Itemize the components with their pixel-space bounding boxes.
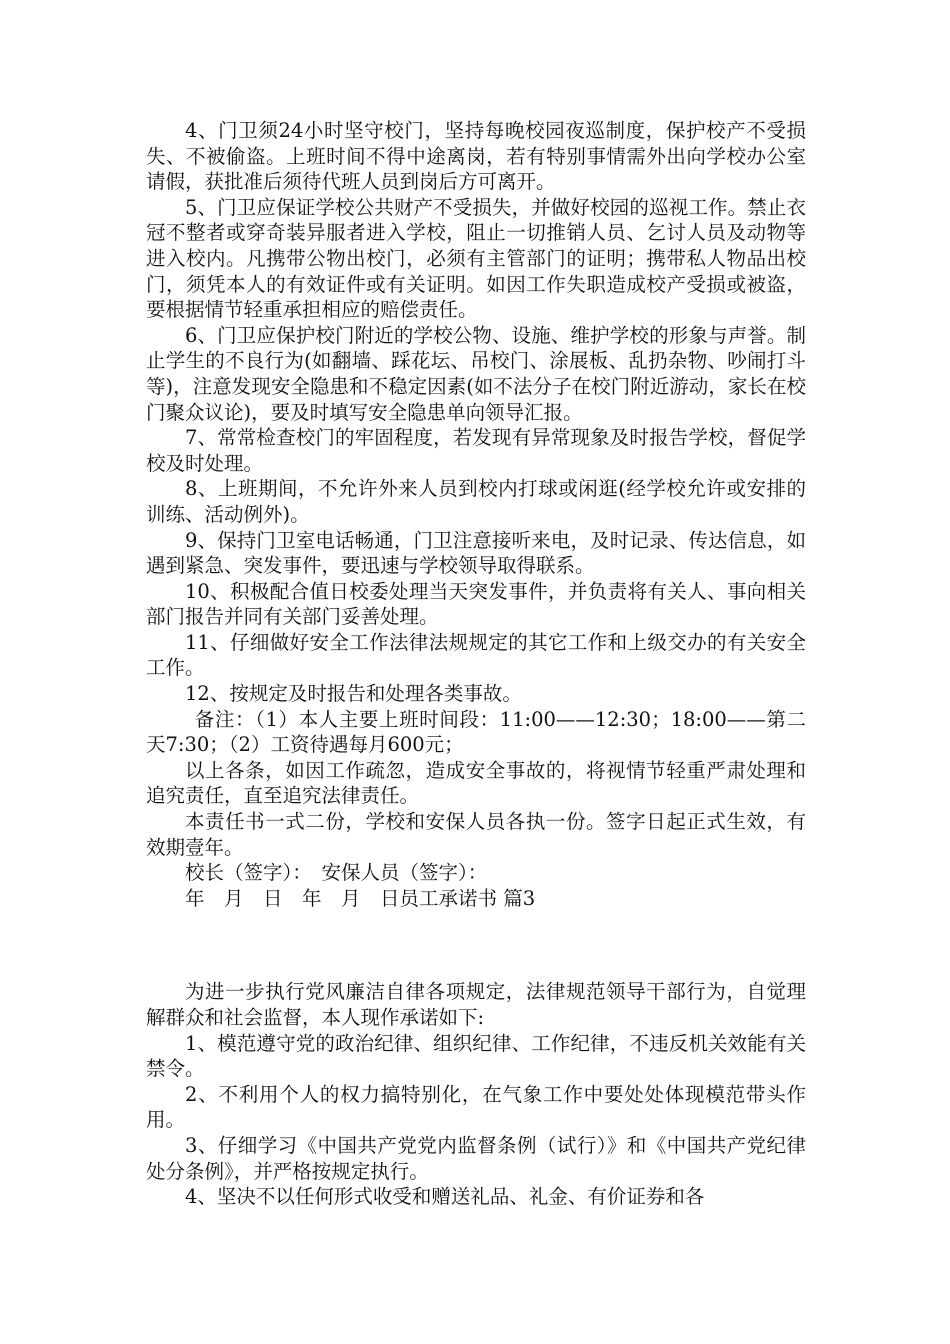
commitment-item-2: 2、不利用个人的权力搞特别化，在气象工作中要处处体现模范带头作用。 — [146, 1082, 806, 1132]
commitment-item-1: 1、模范遵守党的政治纪律、组织纪律、工作纪律，不违反机关效能有关禁令。 — [146, 1031, 806, 1081]
note-paragraph: 备注：（1）本人主要上班时间段：11:00——12:30；18:00——第二天7:30；（2）工资待遇每月600元； — [146, 707, 806, 757]
item-6: 6、门卫应保护校门附近的学校公物、设施、维护学校的形象与声誉。制止学生的不良行为(如翻墙、踩花坛、吊校门、涂展板、乱扔杂物、吵闹打斗等)，注意发现安全隐患和不稳定因素(如不法分子在校门附近游动，家长在校门聚众议论)，要及时填写安全隐患单向领导汇报。 — [146, 323, 806, 424]
closing-paragraph-1: 以上各条，如因工作疏忽，造成安全事故的，将视情节轻重严肃处理和追究责任，直至追究法律责任。 — [146, 758, 806, 808]
item-10: 10、积极配合值日校委处理当天突发事件，并负责将有关人、事向相关部门报告并同有关部门妥善处理。 — [146, 579, 806, 629]
closing-paragraph-2: 本责任书一式二份，学校和安保人员各执一份。签字日起正式生效，有效期壹年。 — [146, 810, 806, 859]
item-4: 4、门卫须24小时坚守校门，坚持每晚校园夜巡制度，保护校产不受损失、不被偷盗。上班时间不得中途离岗，若有特别事情需外出向学校办公室请假，获批准后须待代班人员到岗后方可离开。 — [146, 119, 806, 194]
item-12: 12、按规定及时报告和处理各类事故。 — [185, 682, 522, 706]
item-7: 7、常常检查校门的牢固程度，若发现有异常现象及时报告学校，督促学校及时处理。 — [146, 426, 806, 475]
item-11: 11、仔细做好安全工作法律法规规定的其它工作和上级交办的有关安全工作。 — [146, 630, 806, 680]
item-5: 5、门卫应保证学校公共财产不受损失，并做好校园的巡视工作。禁止衣冠不整者或穿奇装异服者进入学校，阻止一切推销人员、乞讨人员及动物等进入校内。凡携带公物出校门，必须有主管部门的证明；携带私人物品出校门，须凭本人的有效证件或有关证明。如因工作失职造成校产受损或被盗，要根据情节轻重承担相应的赔偿责任。 — [146, 195, 806, 322]
document-page — [146, 118, 806, 1210]
item-8: 8、上班期间，不允许外来人员到校内打球或闲逛(经学校允许或安排的训练、活动例外)。 — [146, 477, 806, 526]
commitment-intro: 为进一步执行党风廉洁自律各项规定，法律规范领导干部行为，自觉理解群众和社会监督，本人现作承诺如下: — [146, 980, 806, 1029]
commitment-item-4: 4、坚决不以任何形式收受和赠送礼品、礼金、有价证券和各 — [185, 1185, 705, 1209]
commitment-item-3: 3、仔细学习《中国共产党党内监督条例（试行）》和《中国共产党纪律处分条例》，并严格按规定执行。 — [146, 1133, 806, 1183]
signature-line: 校长（签字）： 安保人员（签字）： — [185, 861, 488, 885]
section-spacer — [146, 911, 806, 979]
date-line: 年 月 日 年 月 日员工承诺书 篇3 — [185, 886, 536, 910]
item-9: 9、保持门卫室电话畅通，门卫注意接听来电，及时记录、传达信息，如遇到紧急、突发事件，要迅速与学校领导取得联系。 — [146, 528, 806, 578]
